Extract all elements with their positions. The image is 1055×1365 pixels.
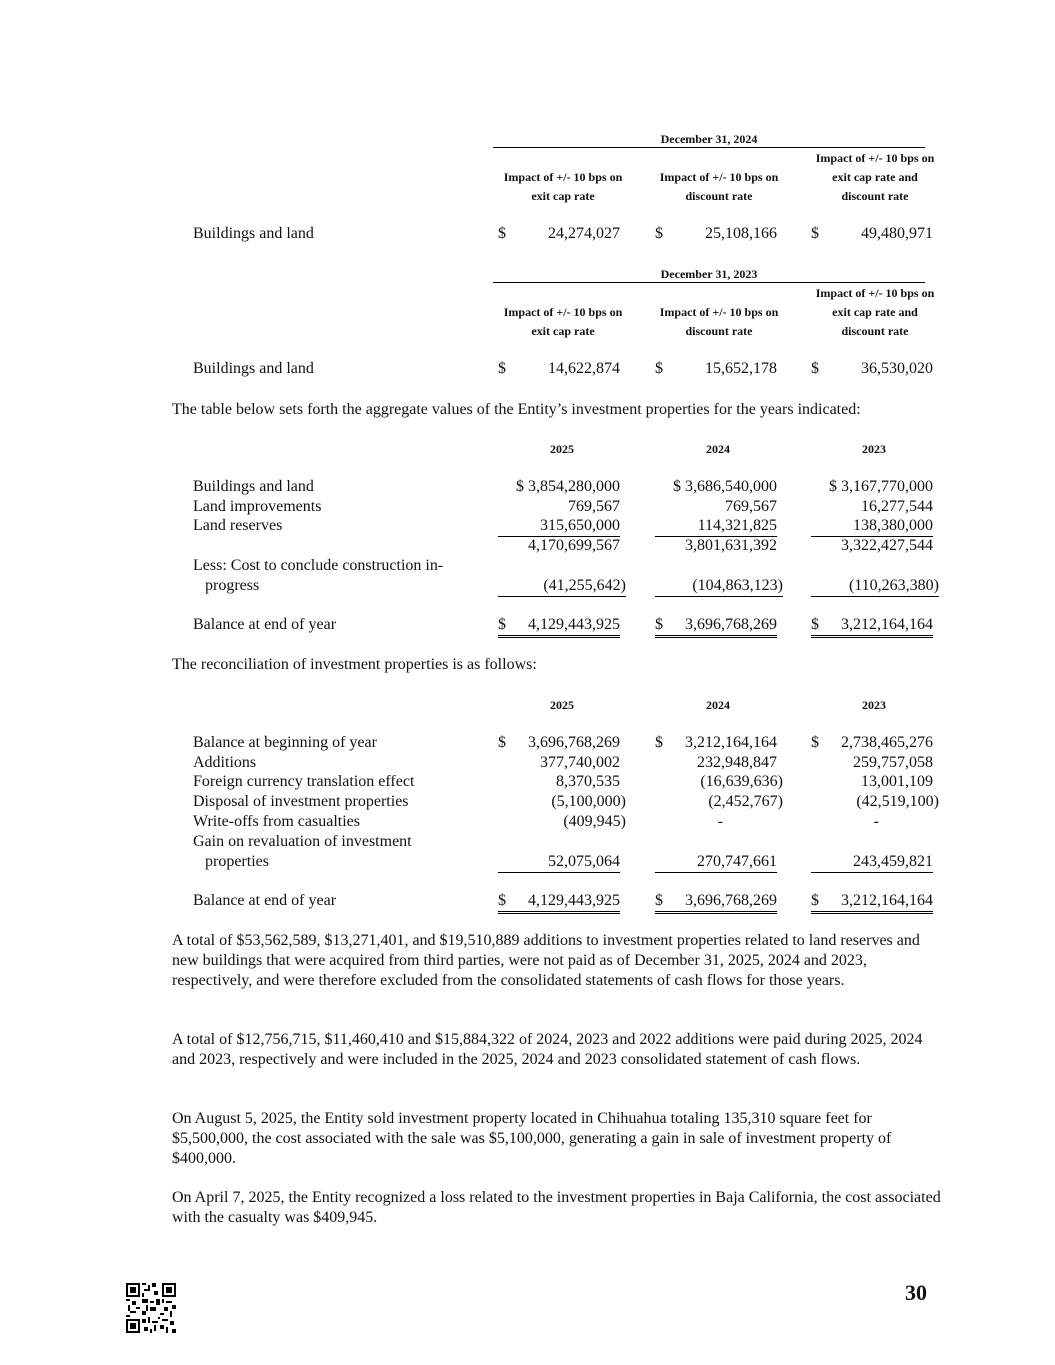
row-label: Buildings and land	[193, 478, 314, 495]
value-cell: 13,001,109	[861, 773, 933, 790]
year-header: 2024	[706, 698, 730, 712]
value-cell: -	[717, 813, 723, 830]
row-label: Gain on revaluation of investment	[193, 833, 412, 850]
paragraph-property-sale: On August 5, 2025, the Entity sold investment property located in Chihuahua totaling 135,310 square feet for $5,500,000, the cost associated with the sale was $5,100,000, generating a gain in sale of investment property of $400,000.	[172, 1110, 892, 1167]
row-label: Disposal of investment properties	[193, 793, 409, 810]
period-header: December 31, 2024	[493, 131, 925, 148]
paragraph-casualty-loss: On April 7, 2025, the Entity recognized a loss related to the investment properties in Baja California, the cost associated with the casualty was $409,945.	[172, 1189, 941, 1226]
row-label: Balance at end of year	[193, 892, 337, 909]
value-cell: 259,757,058	[853, 754, 933, 771]
column-header: Impact of +/- 10 bps on exit cap rate and discount rate	[815, 151, 935, 203]
paragraph-paid-additions: A total of $12,756,715, $11,460,410 and $15,884,322 of 2024, 2023 and 2022 additions were paid during 2025, 2024 and 2023, respectively and were included in the 2025, 2024 and 2023 consolidated statement of cash flows.	[172, 1031, 923, 1068]
year-header: 2024	[706, 442, 730, 456]
row-label-continuation: properties	[205, 853, 269, 870]
subtotal-cell: 3,322,427,544	[841, 537, 933, 554]
value-cell: (2,452,767)	[708, 793, 783, 810]
value-cell: 138,380,000	[811, 516, 933, 537]
value-cell: $ 3,167,770,000	[829, 478, 933, 495]
period-header: December 31, 2023	[493, 266, 925, 283]
year-header: 2025	[550, 442, 574, 456]
value-cell: 232,948,847	[697, 754, 777, 771]
value-cell: 114,321,825	[655, 516, 777, 537]
value-cell: (41,255,642)	[498, 576, 626, 597]
row-label: Balance at end of year	[193, 616, 337, 633]
row-label-continuation: progress	[205, 577, 260, 594]
row-label: Less: Cost to conclude construction in-	[193, 557, 444, 574]
total-cell: $ 3,696,768,269	[655, 615, 777, 638]
value-cell: 315,650,000	[498, 516, 620, 537]
value-cell: 52,075,064	[498, 852, 620, 873]
value-cell: 769,567	[568, 498, 620, 515]
value-cell: 769,567	[725, 498, 777, 515]
row-label: Additions	[193, 754, 257, 771]
value-cell: -	[873, 813, 879, 830]
year-header: 2023	[862, 442, 886, 456]
value-cell: 16,277,544	[861, 498, 933, 515]
column-header: Impact of +/- 10 bps on discount rate	[659, 170, 779, 203]
value-cell: (110,263,380)	[811, 576, 939, 597]
value-cell: 377,740,002	[540, 754, 620, 771]
total-cell: $ 4,129,443,925	[498, 615, 620, 638]
value-cell: (5,100,000)	[551, 793, 626, 810]
row-label: Balance at beginning of year	[193, 734, 377, 751]
total-cell: $ 4,129,443,925	[498, 891, 620, 914]
reconciliation-intro: The reconciliation of investment properties is as follows:	[172, 656, 537, 673]
column-header: Impact of +/- 10 bps on exit cap rate	[503, 305, 623, 338]
subtotal-cell: 4,170,699,567	[528, 537, 620, 554]
total-cell: $ 3,212,164,164	[811, 891, 933, 914]
value-cell: $ 3,686,540,000	[673, 478, 777, 495]
value-cell: (104,863,123)	[655, 576, 783, 597]
page-number: 30	[905, 1280, 927, 1305]
subtotal-cell: 3,801,631,392	[685, 537, 777, 554]
qr-code-icon	[126, 1283, 176, 1333]
value-cell: 8,370,535	[556, 773, 620, 790]
column-header: Impact of +/- 10 bps on exit cap rate and discount rate	[815, 286, 935, 338]
value-cell: $ 3,854,280,000	[516, 478, 620, 495]
value-cell: (16,639,636)	[700, 773, 783, 790]
year-header: 2023	[862, 698, 886, 712]
year-header: 2025	[550, 698, 574, 712]
row-label: Write-offs from casualties	[193, 813, 360, 830]
row-label: Land improvements	[193, 498, 322, 515]
column-header: Impact of +/- 10 bps on exit cap rate	[503, 170, 623, 203]
column-header: Impact of +/- 10 bps on discount rate	[659, 305, 779, 338]
aggregate-intro: The table below sets forth the aggregate values of the Entity’s investment properties for the years indicated:	[172, 401, 861, 418]
total-cell: $ 3,212,164,164	[811, 615, 933, 638]
value-cell: 270,747,661	[655, 852, 777, 873]
row-label: Buildings and land	[193, 360, 314, 377]
row-label: Land reserves	[193, 517, 283, 534]
total-cell: $ 3,696,768,269	[655, 891, 777, 914]
paragraph-unpaid-additions: A total of $53,562,589, $13,271,401, and $19,510,889 additions to investment properties related to land reserves and new buildings that were acquired from third parties, were not paid as of December 31, 2025, 2024 and 2023, respectively, and were therefore excluded from the consolidated statements of cash flows for those years.	[172, 932, 920, 989]
row-label: Foreign currency translation effect	[193, 773, 415, 790]
value-cell: 243,459,821	[811, 852, 933, 873]
value-cell: (409,945)	[563, 813, 626, 830]
value-cell: (42,519,100)	[856, 793, 939, 810]
row-label: Buildings and land	[193, 225, 314, 242]
